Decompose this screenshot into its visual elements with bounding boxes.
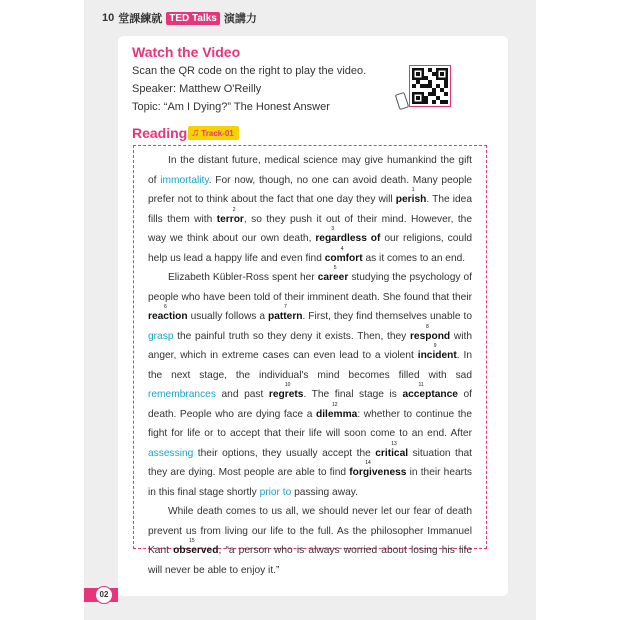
keyword-comfort bbox=[324, 245, 363, 264]
text-span: While death comes to us all, we should never let our fear of death prevent us from living our life to the full. As the philosopher Immanuel Kant bbox=[148, 506, 472, 556]
keyword-text: comfort bbox=[324, 252, 363, 264]
keyword-observed bbox=[173, 538, 219, 556]
ted-talks-badge: TED Talks bbox=[166, 12, 220, 25]
keyword-regrets bbox=[268, 382, 304, 400]
paragraph-2 bbox=[148, 265, 472, 502]
vocab-number: 14 bbox=[365, 460, 371, 466]
keyword-perish bbox=[395, 187, 427, 205]
text-span: usually follows a bbox=[187, 311, 268, 322]
watch-topic: Topic: “Am I Dying?” The Honest Answer bbox=[132, 101, 330, 113]
text-span: . The idea fills them with bbox=[148, 194, 473, 225]
keyword-regardless-of bbox=[315, 226, 381, 244]
keyword-text: regardless of bbox=[315, 233, 381, 244]
keyword-respond bbox=[409, 323, 451, 342]
vocab-number: 7 bbox=[283, 304, 287, 310]
vocab-number: 12 bbox=[331, 401, 338, 408]
keyword-career bbox=[317, 265, 349, 283]
paragraph-1 bbox=[148, 151, 472, 268]
music-note-icon: ♫ bbox=[191, 127, 200, 139]
keyword-dilemma bbox=[315, 401, 358, 420]
vocab-number: 8 bbox=[425, 323, 429, 330]
text-span: In the distant future, medical science may give humankind the gift of bbox=[148, 155, 472, 186]
keyword-reaction bbox=[148, 304, 188, 322]
vocab-number: 4 bbox=[340, 245, 344, 252]
qr-code[interactable] bbox=[409, 65, 451, 107]
text-span: Elizabeth Kübler-Ross spent her bbox=[168, 272, 318, 283]
vocab-number: 6 bbox=[164, 304, 167, 310]
keyword-text: forgiveness bbox=[349, 467, 407, 478]
audio-track-badge[interactable] bbox=[188, 126, 239, 140]
text-span: studying the psychology of people who have been told of their imminent death. She found that their bbox=[148, 272, 472, 303]
vocab-number: 13 bbox=[391, 440, 397, 447]
text-span: in their hearts in this final stage shortly bbox=[148, 467, 472, 498]
track-label: Track-01 bbox=[201, 128, 234, 138]
keyword-text: critical bbox=[375, 447, 409, 459]
page-number: 02 bbox=[95, 586, 113, 604]
vocab-number: 2 bbox=[232, 206, 236, 213]
header-prefix: 堂課練就 bbox=[118, 13, 163, 25]
vocab-number: 10 bbox=[284, 382, 291, 388]
text-span: . First, they find themselves unable to bbox=[302, 311, 472, 322]
reading-title: Reading bbox=[132, 125, 188, 141]
vocab-number: 3 bbox=[331, 226, 335, 232]
header-suffix: 演講力 bbox=[223, 13, 257, 25]
vocab-number: 15 bbox=[189, 538, 195, 544]
paragraph-3 bbox=[148, 502, 472, 580]
keyword-text: dilemma bbox=[315, 408, 358, 420]
page-header bbox=[102, 10, 257, 26]
text-span: our religions, could help us lead a happy life and even find bbox=[148, 233, 473, 264]
vocab-number: 5 bbox=[333, 265, 337, 271]
keyword-text: perish bbox=[395, 194, 427, 205]
header-number: 10 bbox=[102, 12, 115, 24]
keyword-text: reaction bbox=[148, 311, 188, 322]
text-span: their options, they usually accept the bbox=[193, 447, 376, 459]
text-span: . The final stage is bbox=[303, 389, 403, 400]
text-span: and past bbox=[215, 389, 269, 400]
text-span: : whether to continue the fight for life or to accept that their life will soon come to an end. After bbox=[148, 408, 472, 439]
keyword-acceptance bbox=[402, 382, 458, 400]
text-span: as it comes to an end. bbox=[362, 252, 466, 264]
keyword-text: respond bbox=[409, 330, 451, 342]
watch-speaker: Speaker: Matthew O'Reilly bbox=[132, 83, 262, 95]
reading-passage bbox=[133, 145, 487, 576]
vocab-number: 9 bbox=[433, 343, 437, 349]
keyword-text: terror bbox=[216, 213, 244, 225]
keyword-text: observed bbox=[173, 545, 219, 556]
text-span: . For now, though, no one can avoid death. Many people prefer not to think about the fact that one day they will bbox=[148, 174, 472, 205]
highlight-grasp: grasp bbox=[148, 330, 174, 342]
highlight-assessing: assessing bbox=[148, 447, 194, 459]
highlight-remembrances: remembrances bbox=[148, 389, 216, 400]
highlight-immortality: immortality bbox=[160, 174, 209, 186]
keyword-incident bbox=[417, 343, 457, 361]
text-span: the painful truth so they deny it exists. Then, they bbox=[173, 330, 410, 342]
text-span: , so they push it out of their mind. However, the way we think about our own death, bbox=[148, 213, 472, 244]
keyword-forgiveness bbox=[349, 460, 407, 478]
text-span: passing away. bbox=[291, 486, 358, 498]
text-span: . In the next stage, the individual's mind becomes filled with sad bbox=[148, 350, 472, 381]
highlight-prior-to: prior to bbox=[259, 486, 292, 498]
keyword-pattern bbox=[267, 304, 303, 322]
keyword-text: career bbox=[317, 272, 349, 283]
keyword-terror bbox=[216, 206, 244, 225]
keyword-text: acceptance bbox=[402, 389, 458, 400]
watch-instruction: Scan the QR code on the right to play the video. bbox=[132, 65, 367, 77]
keyword-text: regrets bbox=[268, 389, 304, 400]
text-span: with anger, which in extreme cases can even lead to a violent bbox=[148, 330, 472, 361]
text-span: situation that they are dying. Most people are able to find bbox=[148, 447, 472, 478]
keyword-text: pattern bbox=[267, 311, 303, 322]
keyword-critical bbox=[375, 440, 409, 459]
vocab-number: 11 bbox=[418, 382, 424, 388]
qr-code-icon bbox=[412, 68, 448, 104]
keyword-text: incident bbox=[417, 350, 457, 361]
text-span: , “a person who is always worried about losing his life will never be able to enjoy it.” bbox=[148, 545, 472, 576]
text-span: of death. People who are dying face a bbox=[148, 389, 472, 420]
watch-video-title: Watch the Video bbox=[132, 44, 241, 60]
vocab-number: 1 bbox=[411, 187, 415, 193]
